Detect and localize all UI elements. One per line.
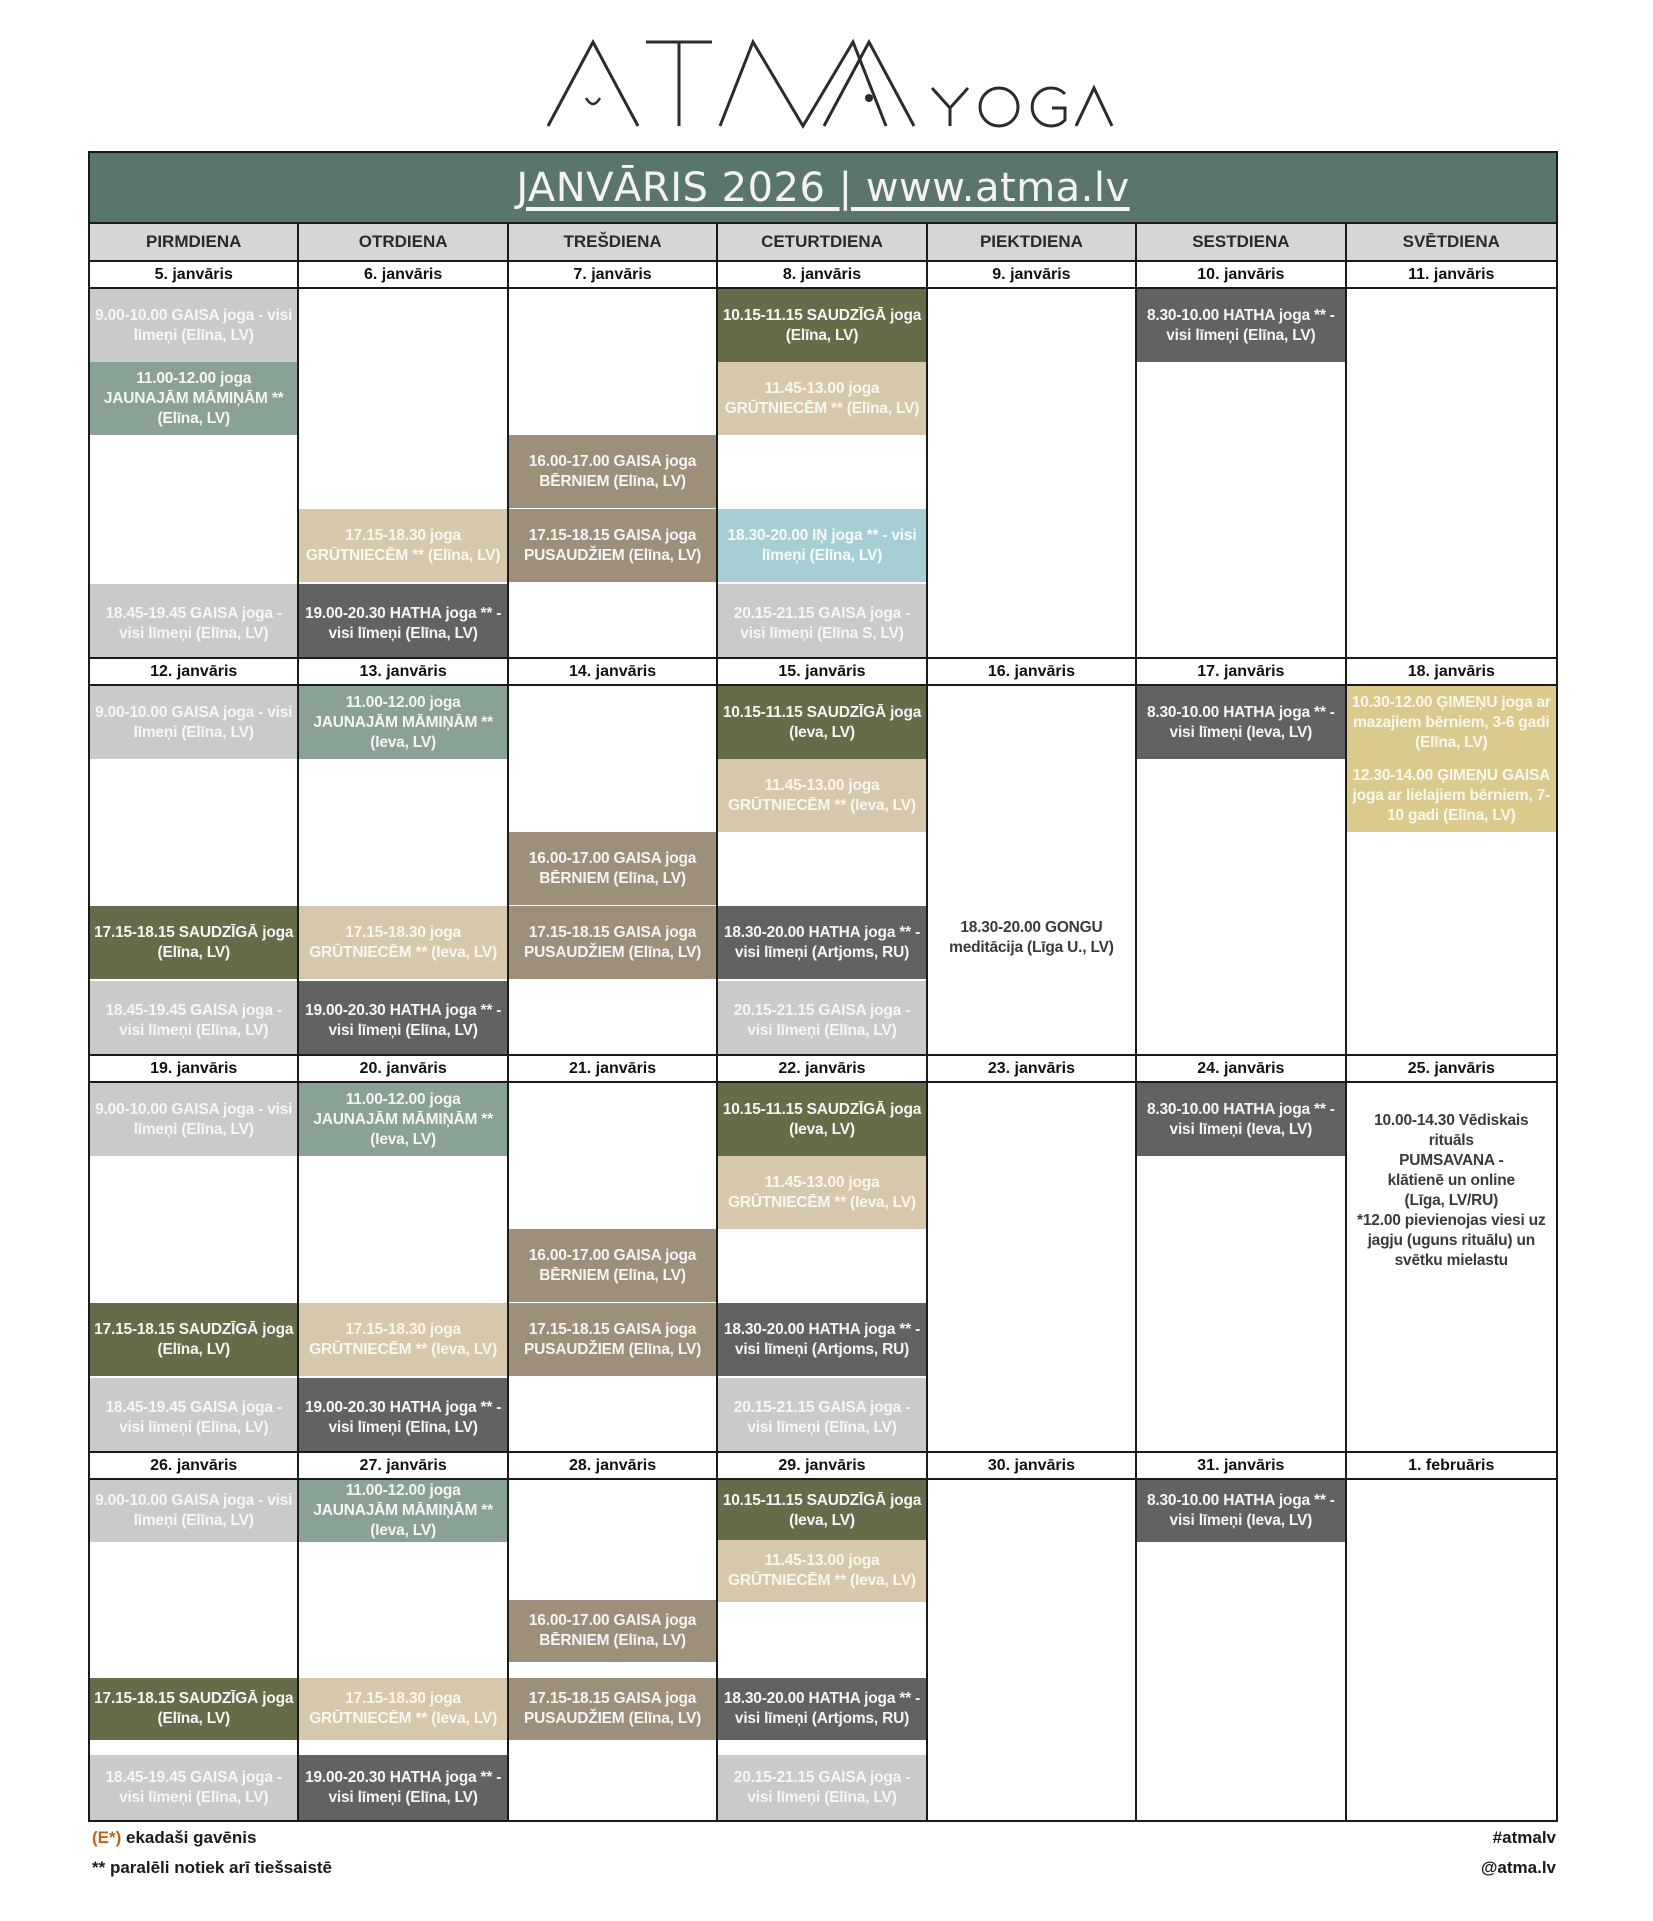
date-label: 13. janvāris	[299, 659, 508, 686]
class-event[interactable]: 12.30-14.00 ĢIMEŅU GAISA joga ar lielajiem bērniem, 7-10 gadi (Elīna, LV)	[1347, 759, 1556, 832]
day-header: PIRMDIENA	[90, 224, 299, 262]
day-cell	[90, 1083, 299, 1453]
date-label: 16. janvāris	[928, 659, 1137, 686]
class-event[interactable]: 17.15-18.15 GAISA joga PUSAUDŽIEM (Elīna, LV)	[509, 906, 716, 979]
class-event[interactable]: 19.00-20.30 HATHA joga ** - visi līmeņi (Elīna, LV)	[299, 1755, 506, 1820]
date-label: 29. janvāris	[718, 1453, 927, 1480]
day-cell	[718, 1480, 927, 1820]
date-label: 8. janvāris	[718, 262, 927, 289]
date-label: 25. janvāris	[1347, 1056, 1556, 1083]
day-header: OTRDIENA	[299, 224, 508, 262]
class-event[interactable]: 18.45-19.45 GAISA joga - visi līmeņi (Elīna, LV)	[90, 981, 297, 1056]
day-cell	[90, 289, 299, 659]
day-cell	[1347, 686, 1556, 1056]
date-label: 10. janvāris	[1137, 262, 1346, 289]
class-event[interactable]: 17.15-18.30 joga GRŪTNIECĒM ** (Ieva, LV)	[299, 906, 506, 979]
class-event[interactable]: 11.00-12.00 joga JAUNAJĀM MĀMIŅĀM ** (Ieva, LV)	[299, 686, 506, 759]
day-cell	[1137, 1083, 1346, 1453]
class-event[interactable]: 8.30-10.00 HATHA joga ** - visi līmeņi (Ieva, LV)	[1137, 1480, 1344, 1542]
date-label: 17. janvāris	[1137, 659, 1346, 686]
class-event[interactable]: 16.00-17.00 GAISA joga BĒRNIEM (Elīna, LV)	[509, 1229, 716, 1302]
day-cell	[299, 686, 508, 1056]
calendar-title[interactable]: JANVĀRIS 2026 | www.atma.lv	[516, 164, 1130, 211]
day-cell	[90, 686, 299, 1056]
date-label: 11. janvāris	[1347, 262, 1556, 289]
class-event[interactable]: 17.15-18.15 SAUDZĪGĀ joga (Elīna, LV)	[90, 1678, 297, 1740]
class-event[interactable]: 10.15-11.15 SAUDZĪGĀ joga (Ieva, LV)	[718, 686, 925, 759]
class-event[interactable]: 20.15-21.15 GAISA joga - visi līmeņi (Elīna, LV)	[718, 1378, 925, 1453]
class-event[interactable]: 20.15-21.15 GAISA joga - visi līmeņi (Elīna S, LV)	[718, 584, 925, 659]
date-label: 28. janvāris	[509, 1453, 718, 1480]
class-event[interactable]: 11.45-13.00 joga GRŪTNIECĒM ** (Ieva, LV)	[718, 1540, 925, 1602]
class-event[interactable]: 10.15-11.15 SAUDZĪGĀ joga (Ieva, LV)	[718, 1083, 925, 1156]
class-event[interactable]: 17.15-18.15 SAUDZĪGĀ joga (Elīna, LV)	[90, 906, 297, 979]
class-event[interactable]: 18.30-20.00 HATHA joga ** - visi līmeņi (Artjoms, RU)	[718, 1303, 925, 1376]
day-cell	[509, 1083, 718, 1453]
date-label: 9. janvāris	[928, 262, 1137, 289]
class-event[interactable]: 19.00-20.30 HATHA joga ** - visi līmeņi (Elīna, LV)	[299, 1378, 506, 1453]
ekadasi-note	[92, 1828, 256, 1848]
calendar	[88, 151, 1558, 1822]
class-event[interactable]: 19.00-20.30 HATHA joga ** - visi līmeņi (Elīna, LV)	[299, 584, 506, 659]
day-cell	[509, 1480, 718, 1820]
class-event[interactable]: 17.15-18.30 joga GRŪTNIECĒM ** (Ieva, LV)	[299, 1678, 506, 1740]
class-event[interactable]: 10.00-14.30 Vēdiskais rituāls PUMSAVANA - klātienē un online (Līga, LV/RU) *12.00 pievienojas viesi uz jagju (uguns rituālu) un svētku mielastu	[1357, 1112, 1546, 1269]
class-event[interactable]: 17.15-18.30 joga GRŪTNIECĒM ** (Elīna, LV)	[299, 509, 506, 582]
ekadasi-text: ekadaši gavēnis	[126, 1828, 257, 1847]
ekadasi-marker: (E*)	[92, 1828, 122, 1847]
date-label: 5. janvāris	[90, 262, 299, 289]
class-event[interactable]: 20.15-21.15 GAISA joga - visi līmeņi (Elīna, LV)	[718, 1755, 925, 1820]
class-event[interactable]: 16.00-17.00 GAISA joga BĒRNIEM (Elīna, LV)	[509, 1600, 716, 1662]
class-event[interactable]: 9.00-10.00 GAISA joga - visi līmeņi (Elīna, LV)	[90, 289, 297, 362]
day-cell	[299, 1480, 508, 1820]
class-event[interactable]: 10.30-12.00 ĢIMEŅU joga ar mazajiem bērniem, 3-6 gadi (Elīna, LV)	[1347, 686, 1556, 759]
class-event[interactable]: 18.45-19.45 GAISA joga - visi līmeņi (Elīna, LV)	[90, 584, 297, 659]
atma-yoga-logo	[0, 28, 1653, 138]
class-event[interactable]: 18.30-20.00 GONGU meditācija (Līga U., LV)	[949, 918, 1114, 956]
day-header: TREŠDIENA	[509, 224, 718, 262]
class-event[interactable]: 8.30-10.00 HATHA joga ** - visi līmeņi (Ieva, LV)	[1137, 1083, 1344, 1156]
date-label: 31. janvāris	[1137, 1453, 1346, 1480]
class-event[interactable]: 9.00-10.00 GAISA joga - visi līmeņi (Elīna, LV)	[90, 686, 297, 759]
date-label: 21. janvāris	[509, 1056, 718, 1083]
day-cell	[1347, 289, 1556, 659]
class-event[interactable]: 8.30-10.00 HATHA joga ** - visi līmeņi (Ieva, LV)	[1137, 686, 1344, 759]
date-label: 27. janvāris	[299, 1453, 508, 1480]
day-cell	[718, 289, 927, 659]
class-event[interactable]: 11.00-12.00 joga JAUNAJĀM MĀMIŅĀM ** (Ieva, LV)	[299, 1480, 506, 1542]
date-label: 1. februāris	[1347, 1453, 1556, 1480]
class-event[interactable]: 11.45-13.00 joga GRŪTNIECĒM ** (Ieva, LV)	[718, 1156, 925, 1229]
class-event[interactable]: 17.15-18.15 SAUDZĪGĀ joga (Elīna, LV)	[90, 1303, 297, 1376]
date-label: 22. janvāris	[718, 1056, 927, 1083]
class-event[interactable]: 16.00-17.00 GAISA joga BĒRNIEM (Elīna, LV)	[509, 832, 716, 905]
day-header: CETURTDIENA	[718, 224, 927, 262]
day-cell	[928, 686, 1137, 1056]
class-event[interactable]: 18.30-20.00 HATHA joga ** - visi līmeņi (Artjoms, RU)	[718, 1678, 925, 1740]
class-event[interactable]: 20.15-21.15 GAISA joga - visi līmeņi (Elīna, LV)	[718, 981, 925, 1056]
day-header: SVĒTDIENA	[1347, 224, 1556, 262]
class-event[interactable]: 8.30-10.00 HATHA joga ** - visi līmeņi (Elīna, LV)	[1137, 289, 1344, 362]
class-event[interactable]: 18.30-20.00 HATHA joga ** - visi līmeņi (Artjoms, RU)	[718, 906, 925, 979]
online-note: ** paralēli notiek arī tiešsaistē	[92, 1858, 333, 1877]
day-cell	[299, 289, 508, 659]
instagram-handle: @atma.lv	[1480, 1858, 1556, 1877]
class-event[interactable]: 11.45-13.00 joga GRŪTNIECĒM ** (Elīna, LV)	[718, 362, 925, 435]
class-event[interactable]: 18.45-19.45 GAISA joga - visi līmeņi (Elīna, LV)	[90, 1378, 297, 1453]
day-cell	[928, 1480, 1137, 1820]
day-cell	[718, 686, 927, 1056]
class-event[interactable]: 18.45-19.45 GAISA joga - visi līmeņi (Elīna, LV)	[90, 1755, 297, 1820]
calendar-title-bar	[90, 153, 1556, 224]
date-label: 12. janvāris	[90, 659, 299, 686]
date-label: 18. janvāris	[1347, 659, 1556, 686]
class-event[interactable]: 10.15-11.15 SAUDZĪGĀ joga (Ieva, LV)	[718, 1480, 925, 1542]
class-event[interactable]: 17.15-18.15 GAISA joga PUSAUDŽIEM (Elīna, LV)	[509, 509, 716, 582]
hashtag: #atmalv	[1492, 1828, 1556, 1847]
day-cell	[299, 1083, 508, 1453]
class-event[interactable]: 9.00-10.00 GAISA joga - visi līmeņi (Elīna, LV)	[90, 1480, 297, 1542]
date-label: 6. janvāris	[299, 262, 508, 289]
class-event[interactable]: 11.00-12.00 joga JAUNAJĀM MĀMIŅĀM ** (Ieva, LV)	[299, 1083, 506, 1156]
date-label: 19. janvāris	[90, 1056, 299, 1083]
day-header: SESTDIENA	[1137, 224, 1346, 262]
day-cell	[90, 1480, 299, 1820]
class-event[interactable]: 11.45-13.00 joga GRŪTNIECĒM ** (Ieva, LV)	[718, 759, 925, 832]
day-cell	[1137, 686, 1346, 1056]
class-event[interactable]: 10.15-11.15 SAUDZĪGĀ joga (Elīna, LV)	[718, 289, 925, 362]
date-label: 30. janvāris	[928, 1453, 1137, 1480]
date-label: 23. janvāris	[928, 1056, 1137, 1083]
date-label: 15. janvāris	[718, 659, 927, 686]
date-label: 7. janvāris	[509, 262, 718, 289]
calendar-grid	[90, 224, 1556, 1820]
day-header: PIEKTDIENA	[928, 224, 1137, 262]
day-cell	[928, 1083, 1137, 1453]
class-event[interactable]: 9.00-10.00 GAISA joga - visi līmeņi (Elīna, LV)	[90, 1083, 297, 1156]
date-label: 24. janvāris	[1137, 1056, 1346, 1083]
class-event[interactable]: 17.15-18.15 GAISA joga PUSAUDŽIEM (Elīna, LV)	[509, 1678, 716, 1740]
class-event[interactable]: 18.30-20.00 IŅ joga ** - visi līmeņi (Elīna, LV)	[718, 509, 925, 582]
class-event[interactable]: 11.00-12.00 joga JAUNAJĀM MĀMIŅĀM ** (Elīna, LV)	[90, 362, 297, 435]
day-cell	[509, 686, 718, 1056]
class-event[interactable]: 16.00-17.00 GAISA joga BĒRNIEM (Elīna, LV)	[509, 435, 716, 508]
date-label: 26. janvāris	[90, 1453, 299, 1480]
day-cell	[1137, 289, 1346, 659]
class-event[interactable]: 19.00-20.30 HATHA joga ** - visi līmeņi (Elīna, LV)	[299, 981, 506, 1056]
day-cell	[928, 289, 1137, 659]
day-cell	[718, 1083, 927, 1453]
date-label: 20. janvāris	[299, 1056, 508, 1083]
class-event[interactable]: 17.15-18.30 joga GRŪTNIECĒM ** (Ieva, LV)	[299, 1303, 506, 1376]
day-cell	[1137, 1480, 1346, 1820]
day-cell	[509, 289, 718, 659]
day-cell	[1347, 1480, 1556, 1820]
day-cell	[1347, 1083, 1556, 1453]
date-label: 14. janvāris	[509, 659, 718, 686]
class-event[interactable]: 17.15-18.15 GAISA joga PUSAUDŽIEM (Elīna, LV)	[509, 1303, 716, 1376]
